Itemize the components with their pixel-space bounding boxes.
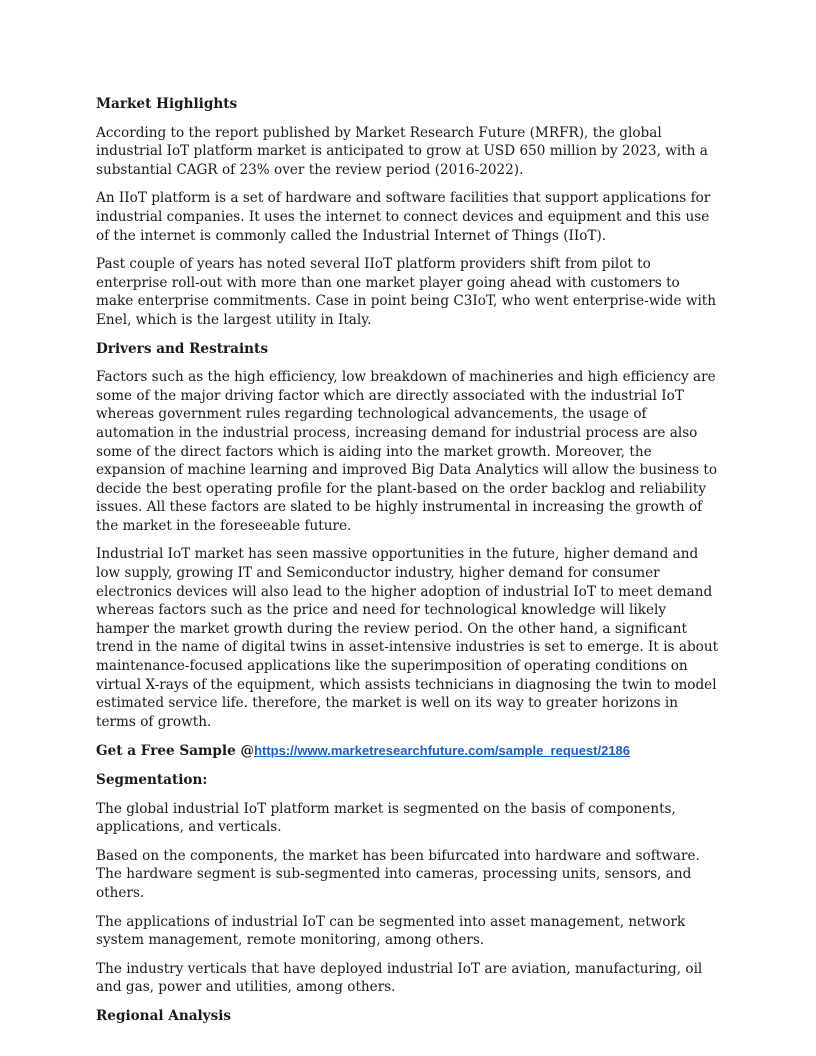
free-sample-line bbox=[96, 741, 720, 761]
paragraph: Industrial IoT market has seen massive opportunities in the future, higher demand and low supply, growing IT and Semiconductor industry, higher demand for consumer electronics devices will also lead to the higher adoption of industrial IoT to meet demand whereas factors such as the price and need for technological knowledge will likely hamper the market growth during the review period. On the other hand, a significant trend in the name of digital twins in asset-intensive industries is set to emerge. It is about maintenance-focused applications like the superimposition of operating conditions on virtual X-rays of the equipment, which assists technicians in diagnosing the twin to model estimated service life. therefore, the market is well on its way to greater horizons in terms of growth. bbox=[96, 546, 719, 730]
paragraph: The industry verticals that have deployed industrial IoT are aviation, manufacturing, oil and gas, power and utilities, among others. bbox=[96, 960, 703, 996]
heading-regional-analysis: Regional Analysis bbox=[96, 1007, 232, 1024]
sample-request-link[interactable]: https://www.marketresearchfuture.com/sample_request/2186 bbox=[254, 743, 631, 759]
paragraph: Factors such as the high efficiency, low breakdown of machineries and high efficiency are some of the major driving factor which are directly associated with the industrial IoT whereas government rules regarding technological advancements, the usage of automation in the industrial process, increasing demand for industrial process are also some of the direct factors which is aiding into the market growth. Moreover, the expansion of machine learning and improved Big Data Analytics will allow the business to decide the best operating profile for the plant-based on the order backlog and reliability issues. All these factors are slated to be highly instrumental in increasing the growth of the market in the foreseeable future. bbox=[96, 369, 718, 534]
paragraph: An IIoT platform is a set of hardware and software facilities that support applications for industrial companies. It uses the internet to connect devices and equipment and this use of the internet is commonly called the Industrial Internet of Things (IIoT). bbox=[96, 190, 711, 244]
document-page bbox=[96, 95, 720, 1036]
paragraph: Based on the components, the market has been bifurcated into hardware and software. The hardware segment is sub-segmented into cameras, processing units, sensors, and others. bbox=[96, 847, 700, 901]
heading-segmentation: Segmentation: bbox=[96, 772, 208, 788]
free-sample-prefix: Get a Free Sample @ bbox=[96, 743, 255, 760]
paragraph: According to the report published by Market Research Future (MRFR), the global industrial IoT platform market is anticipated to grow at USD 650 million by 2023, with a substantial CAGR of 23% over the review period (2016-2022). bbox=[96, 124, 708, 178]
heading-drivers-restraints: Drivers and Restraints bbox=[96, 340, 268, 357]
paragraph: The applications of industrial IoT can be segmented into asset management, network system management, remote monitoring, among others. bbox=[96, 913, 686, 949]
paragraph: Past couple of years has noted several IIoT platform providers shift from pilot to enterprise roll-out with more than one market player going ahead with customers to make enterprise commitments. Case in point being C3IoT, who went enterprise-wide with Enel, which is the largest utility in Italy. bbox=[96, 256, 717, 328]
heading-market-highlights: Market Highlights bbox=[96, 96, 238, 112]
paragraph: The global industrial IoT platform market is segmented on the basis of components, applications, and verticals. bbox=[96, 800, 676, 836]
